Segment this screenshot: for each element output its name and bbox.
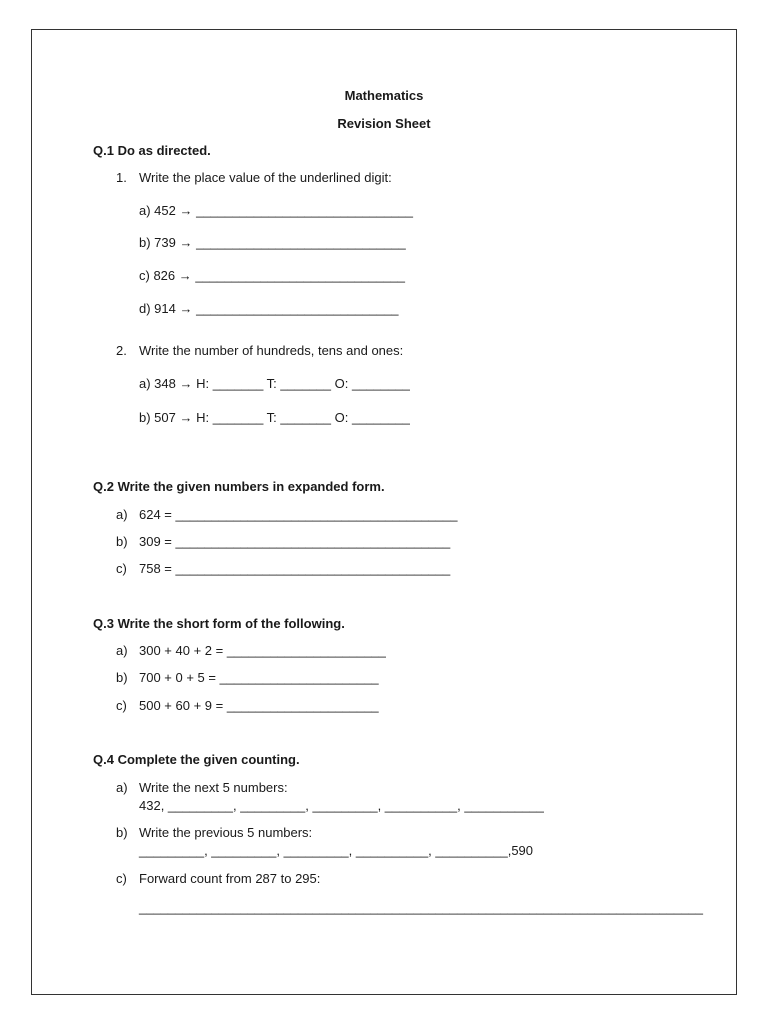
q1-heading: Q.1 Do as directed. (93, 143, 211, 158)
q3-item-b-label: b) (116, 670, 128, 685)
page-title: Mathematics (344, 88, 424, 103)
q2-item-a[interactable]: 624 = _______________________________________ (139, 507, 458, 522)
q1-item-a (139, 203, 413, 219)
q3-item-a[interactable]: 300 + 40 + 2 = ______________________ (139, 643, 386, 658)
q2-item-a-label: a) (116, 507, 128, 522)
q4-item-b-answer[interactable]: _________, _________, _________, __________, __________,590 (139, 843, 534, 858)
q4-item-a-label: a) (116, 780, 128, 795)
q3-item-c-label: c) (116, 698, 127, 713)
q1-item-c-label: c) 826 → (139, 268, 196, 283)
q1-item-a-label: a) 452 → (139, 203, 197, 218)
q4-item-c-label: c) (116, 871, 127, 886)
q4-item-b-label: b) (116, 825, 128, 840)
q2-heading: Q.2 Write the given numbers in expanded form. (93, 479, 385, 494)
q4-item-b-text: Write the previous 5 numbers: (139, 825, 313, 840)
q1-part2-number: 2. (116, 343, 127, 358)
q4-item-c-answer[interactable]: ______________________________________________________________________________ (139, 900, 703, 915)
q1-part2-item-a[interactable]: a) 348 → H: _______ T: _______ O: ________ (139, 376, 410, 391)
q2-item-c-label: c) (116, 561, 127, 576)
q1-item-b-blank[interactable]: _____________________________ (196, 235, 406, 250)
q2-item-b-label: b) (116, 534, 128, 549)
q3-item-b[interactable]: 700 + 0 + 5 = ______________________ (139, 670, 379, 685)
q1-part2-item-b[interactable]: b) 507 → H: _______ T: _______ O: ________ (139, 410, 410, 425)
q1-item-b (139, 235, 406, 251)
q3-item-c[interactable]: 500 + 60 + 9 = _____________________ (139, 698, 379, 713)
q1-item-d (139, 301, 399, 317)
q1-item-d-label: d) 914 → (139, 301, 197, 316)
q1-part1-number: 1. (116, 170, 127, 185)
page-subtitle: Revision Sheet (337, 116, 431, 131)
q3-item-a-label: a) (116, 643, 128, 658)
q1-part1-instruction: Write the place value of the underlined digit: (139, 170, 392, 185)
q2-item-b[interactable]: 309 = ______________________________________ (139, 534, 451, 549)
q1-item-c (139, 268, 405, 284)
q4-item-c-text: Forward count from 287 to 295: (139, 871, 321, 886)
q2-item-c[interactable]: 758 = ______________________________________ (139, 561, 451, 576)
q1-item-d-blank[interactable]: ____________________________ (196, 301, 399, 316)
q1-item-b-label: b) 739 → (139, 235, 197, 250)
q4-item-a-answer[interactable]: 432, _________, _________, _________, __________, ___________ (139, 798, 544, 813)
q3-heading: Q.3 Write the short form of the following. (93, 616, 345, 631)
q1-item-a-blank[interactable]: ______________________________ (196, 203, 413, 218)
q1-item-c-blank[interactable]: _____________________________ (195, 268, 406, 283)
q4-heading: Q.4 Complete the given counting. (93, 752, 300, 767)
q1-part2-instruction: Write the number of hundreds, tens and ones: (139, 343, 404, 358)
q4-item-a-text: Write the next 5 numbers: (139, 780, 288, 795)
